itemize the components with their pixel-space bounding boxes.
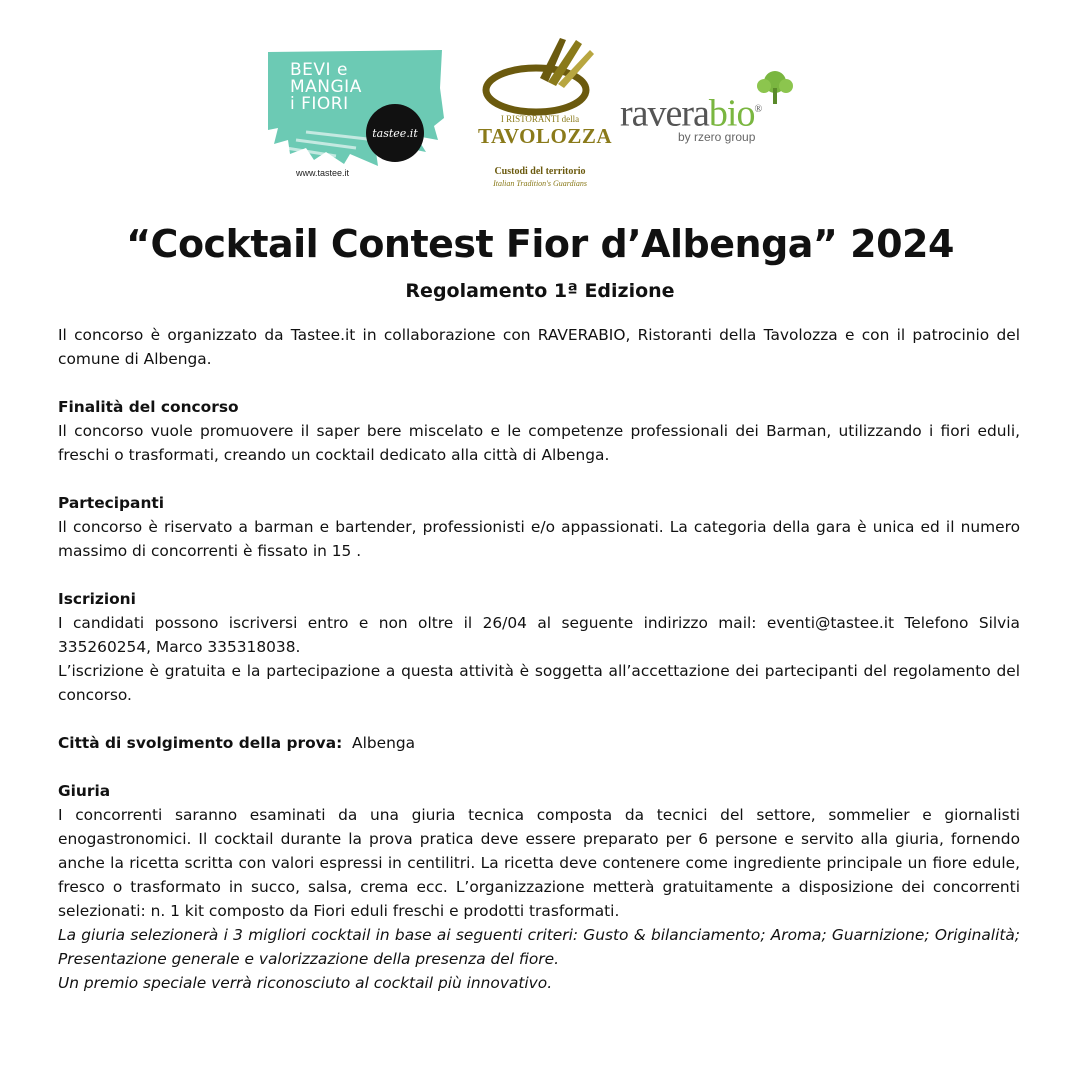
raverabio-logo xyxy=(620,70,820,150)
giuria-criteria: La giuria selezionerà i 3 migliori cocktail in base ai seguenti criteri: Gusto & bilanciamento; Aroma; Guarnizione; Originalità; Presentazione generale e valorizzazione della presenza del fiore. xyxy=(58,926,1020,968)
partecipanti-heading: Partecipanti xyxy=(58,494,165,512)
tavolozza-line-2: TAVOLOZZA xyxy=(478,124,613,148)
raverabio-wordmark xyxy=(620,90,761,134)
iscrizioni-text-1: I candidati possono iscriversi entro e non oltre il 26/04 al seguente indirizzo mail: eventi@tastee.it Telefono Silvia 335260254, Marco 335318038. xyxy=(58,614,1020,656)
bevi-line-3: i FIORI xyxy=(290,94,349,114)
raverabio-name-b: bio xyxy=(708,92,755,135)
tavolozza-line-1: I RISTORANTI della xyxy=(500,114,580,124)
bevi-line-2: MANGIA xyxy=(290,77,362,97)
bevi-line-1: BEVI e xyxy=(290,60,348,80)
raverabio-name-a: ravera xyxy=(620,92,709,135)
tavolozza-logo xyxy=(478,34,613,190)
tastee-url: www.tastee.it xyxy=(296,168,350,178)
giuria-text: I concorrenti saranno esaminati da una giuria tecnica composta da tecnici del settore, sommelier e giornalisti enogastronomici. Il cocktail durante la prova pratica deve essere preparato per 6 persone e servito alla giuria, fornendo anche la ricetta scritta con valori espressi in centilitri. La ricetta deve contenere come ingrediente principale un fiore edule, fresco o trasformato in succo, salsa, crema ecc. L’organizzazione metterà gratuitamente a disposizione dei concorrenti selezionati: n. 1 kit composto da Fiori eduli freschi e prodotti trasformati. xyxy=(58,806,1020,920)
logos-header xyxy=(0,0,1080,200)
giuria-heading: Giuria xyxy=(58,782,111,800)
registered-mark: ® xyxy=(754,104,762,115)
iscrizioni-text-2: L’iscrizione è gratuita e la partecipazione a questa attività è soggetta all’accettazione dei partecipanti del regolamento del concorso. xyxy=(58,662,1020,704)
giuria-premio: Un premio speciale verrà riconosciuto al cocktail più innovativo. xyxy=(58,974,553,992)
citta-value: Albenga xyxy=(352,734,416,752)
iscrizioni-heading: Iscrizioni xyxy=(58,590,136,608)
raverabio-subtitle: by rzero group xyxy=(678,130,756,144)
regolamento-body xyxy=(58,323,1020,995)
page-title: “Cocktail Contest Fior d’Albenga” 2024 xyxy=(126,222,954,266)
citta-label: Città di svolgimento della prova: xyxy=(58,734,343,752)
bevi-mangia-logo xyxy=(266,48,446,188)
partecipanti-text: Il concorso è riservato a barman e bartender, professionisti e/o appassionati. La categoria della gara è unica ed il numero massimo di concorrenti è fissato in 15 . xyxy=(58,518,1020,560)
finalita-text: Il concorso vuole promuovere il saper bere miscelato e le competenze professionali dei Barman, utilizzando i fiori eduli, freschi o trasformati, creando un cocktail dedicato alla città di Albenga. xyxy=(58,422,1020,464)
intro-paragraph: Il concorso è organizzato da Tastee.it in collaborazione con RAVERABIO, Ristoranti della Tavolozza e con il patrocinio del comune di Albenga. xyxy=(58,326,1020,368)
finalita-heading: Finalità del concorso xyxy=(58,398,239,416)
tavolozza-line-3: Custodi del territorio xyxy=(494,166,586,177)
page-subtitle: Regolamento 1ª Edizione xyxy=(405,280,675,302)
tavolozza-line-4: Italian Tradition's Guardians xyxy=(493,179,587,188)
tastee-badge: tastee.it xyxy=(366,104,424,162)
bevi-slogan xyxy=(290,62,362,113)
palette-brush-icon xyxy=(478,34,602,116)
citta-line xyxy=(58,731,1020,755)
